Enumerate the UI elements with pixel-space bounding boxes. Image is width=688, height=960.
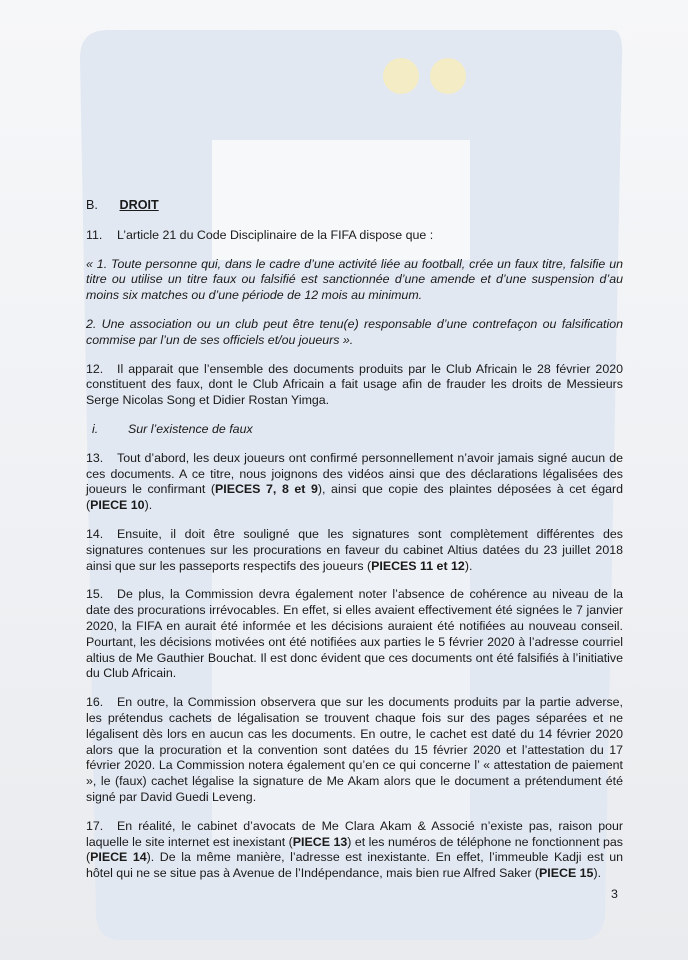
paragraph-text: ) et les numéros de téléphone ne fonctionnent pas ( (86, 834, 623, 865)
paragraph-text: ). De la même manière, l’adresse est inexistante. En effet, l’immeuble Kadji est un hôtel qui ne se situe pas à Avenue de l’Indépendance, mais bien rue Alfred Saker ( (86, 850, 623, 881)
subheading-text: Sur l’existence de faux (128, 421, 253, 436)
paragraph-number: 17. (86, 818, 104, 833)
paragraph-text: De plus, la Commission devra également noter l’absence de cohérence au niveau de la date des procurations irrévocables. En effet, si elles avaient effectivement été signées le 7 janvier 2020, la FIFA en aurait été informée et les décisions auraient été notifiées au nouveau conseil. Pourtant, les décisions motivées ont été notifiées aux parties le 5 février 2020 à l’adresse courriel altius de Me Gauthier Bouchat. Il est donc évident que ces documents ont été falsifiés à l’initiative du Club Africain. (86, 587, 623, 681)
subheading-number: i. (92, 421, 99, 436)
paragraph-13 (86, 451, 623, 514)
paragraph-text: L’article 21 du Code Disciplinaire de la FIFA dispose que : (117, 227, 434, 242)
page-number: 3 (611, 887, 618, 901)
exhibit-reference: PIECE 15 (539, 866, 594, 881)
paragraph-12 (86, 362, 623, 409)
exhibit-reference: PIECE 10 (90, 498, 145, 513)
exhibit-reference: PIECES 7, 8 et 9 (215, 482, 318, 497)
paragraph-number: 13. (86, 450, 104, 465)
section-heading (86, 198, 623, 214)
quote-article-21-2: 2. Une association ou un club peut être tenu(e) responsable d’une contrefaçon ou falsification commise par l’un de ses officiels et/ou joueurs ». (86, 316, 623, 347)
paragraph-number: 16. (86, 695, 104, 710)
paragraph-14 (86, 527, 623, 574)
paragraph-17 (86, 819, 623, 882)
paragraph-text: Tout d’abord, les deux joueurs ont confirmé personnellement n’avoir jamais signé aucun de ces documents. A ce titre, nous joignons des vidéos ainsi que des déclarations légalisées des joueurs le confirmant ( (86, 450, 623, 497)
paragraph-text: Ensuite, il doit être souligné que les signatures sont complètement différentes des signatures contenues sur les procurations en faveur du cabinet Altius datées du 23 juillet 2018 ainsi que sur les passeports respectifs des joueurs ( (86, 526, 623, 573)
paragraph-number: 11. (86, 227, 103, 242)
paragraph-text: ). (593, 866, 602, 881)
paragraph-16 (86, 695, 623, 806)
document-body (86, 198, 623, 895)
exhibit-reference: PIECES 11 et 12 (371, 558, 465, 573)
paragraph-number: 14. (86, 526, 104, 541)
paragraph-text: ), ainsi que copie des plaintes déposées à cet égard ( (86, 482, 623, 513)
paragraph-15 (86, 587, 623, 682)
paragraph-text: ). (144, 498, 153, 513)
paragraph-number: 12. (86, 361, 104, 376)
paragraph-11 (86, 228, 623, 244)
section-letter: B. (86, 198, 98, 212)
quote-article-21-1: « 1. Toute personne qui, dans le cadre d’une activité liée au football, crée un faux titre, falsifie un titre ou utilise un titre faux ou falsifié est sanctionnée d’une amende et d’une suspension d’au moins six matches ou d’une période de 12 mois au minimum. (86, 256, 623, 303)
paragraph-text: ). (464, 558, 473, 573)
subheading-existence-faux (86, 422, 623, 438)
paragraph-text: En réalité, le cabinet d’avocats de Me Clara Akam & Associé n’existe pas, raison pour laquelle le site internet est inexistant ( (86, 818, 623, 849)
paragraph-number: 15. (86, 587, 104, 602)
section-title: DROIT (119, 198, 159, 212)
exhibit-reference: PIECE 14 (90, 850, 147, 865)
paragraph-text: En outre, la Commission observera que sur les documents produits par la partie adverse, les prétendus cachets de légalisation se trouvent chaque fois sur des pages séparées et ne légalisent dès lors en aucun cas les documents. En outre, le cachet est daté du 14 février 2020 alors que la procuration et la convention sont datées du 15 février 2020 et l’attestation du 17 février 2020. La Commission notera également qu’en ce qui concerne l’ « attestation de paiement », le (faux) cachet légalise la signature de Me Akam alors que le document a prétendument été signé par David Guedi Leveng. (86, 695, 623, 804)
paragraph-text: Il apparait que l’ensemble des documents produits par le Club Africain le 28 février 2020 constituent des faux, dont le Club Africain a fait usage afin de frauder les droits de Messieurs Serge Nicolas Song et Didier Rostan Yimga. (86, 361, 623, 408)
exhibit-reference: PIECE 13 (292, 834, 348, 849)
